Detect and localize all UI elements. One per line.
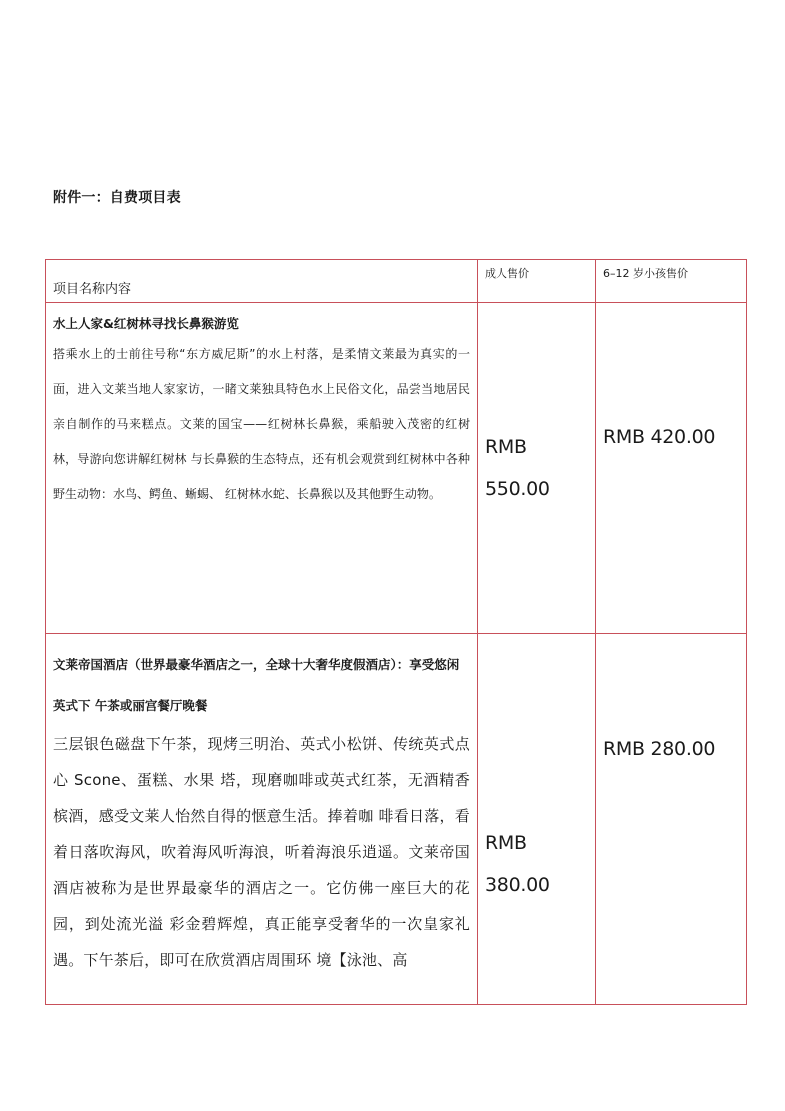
item-description: 搭乘水上的士前往号称“东方威尼斯”的水上村落，是柔情文莱最为真实的一面，进入文莱当地人家家访，一睹文莱独具特色水上民俗文化，品尝当地居民亲自制作的马来糕点。文莱的国宝——红树林长鼻猴，乘船驶入茂密的红树林，导游向您讲解红树林 与长鼻猴的生态特点，还有机会观赏到红树林中各种野生动物：水鸟、鳄鱼、蜥蜴、 红树林水蛇、长鼻猴以及其他野生动物。 <box>53 347 470 501</box>
adult-price: RMB 550.00 <box>485 436 550 500</box>
adult-price-cell <box>478 303 596 634</box>
header-child-price: 6–12 岁小孩售价 <box>596 260 747 303</box>
table-header-row <box>46 260 747 303</box>
item-cell <box>46 303 478 634</box>
item-title: 文莱帝国酒店（世界最豪华酒店之一，全球十大奢华度假酒店）：享受悠闲英式下 午茶或丽宫餐厅晚餐 <box>53 657 460 713</box>
item-description: 三层银色磁盘下午茶，现烤三明治、英式小松饼、传统英式点心 Scone、蛋糕、水果 塔，现磨咖啡或英式红茶，无酒精香槟酒，感受文莱人怡然自得的惬意生活。捧着咖 啡看日落，看着日落吹海风，吹着海风听海浪，听着海浪乐逍遥。文莱帝国酒店被称为是世界最豪华的酒店之一。它仿佛一座巨大的花园，到处流光溢 彩金碧辉煌，真正能享受奢华的一次皇家礼遇。下午茶后，即可在欣赏酒店周围环 境【泳池、高 <box>53 735 470 969</box>
child-price-cell <box>596 634 747 1005</box>
header-item-name: 项目名称内容 <box>46 260 478 303</box>
child-price: RMB 420.00 <box>603 426 716 448</box>
item-cell <box>46 634 478 1005</box>
table-row <box>46 634 747 1005</box>
adult-price-cell <box>478 634 596 1005</box>
header-adult-price: 成人售价 <box>478 260 596 303</box>
child-price-cell <box>596 303 747 634</box>
table-row <box>46 303 747 634</box>
adult-price: RMB 380.00 <box>485 832 550 896</box>
item-title: 水上人家&红树林寻找长鼻猴游览 <box>53 316 239 331</box>
child-price: RMB 280.00 <box>603 738 716 760</box>
fee-items-table <box>45 259 747 1005</box>
page-title: 附件一：自费项目表 <box>53 190 181 206</box>
